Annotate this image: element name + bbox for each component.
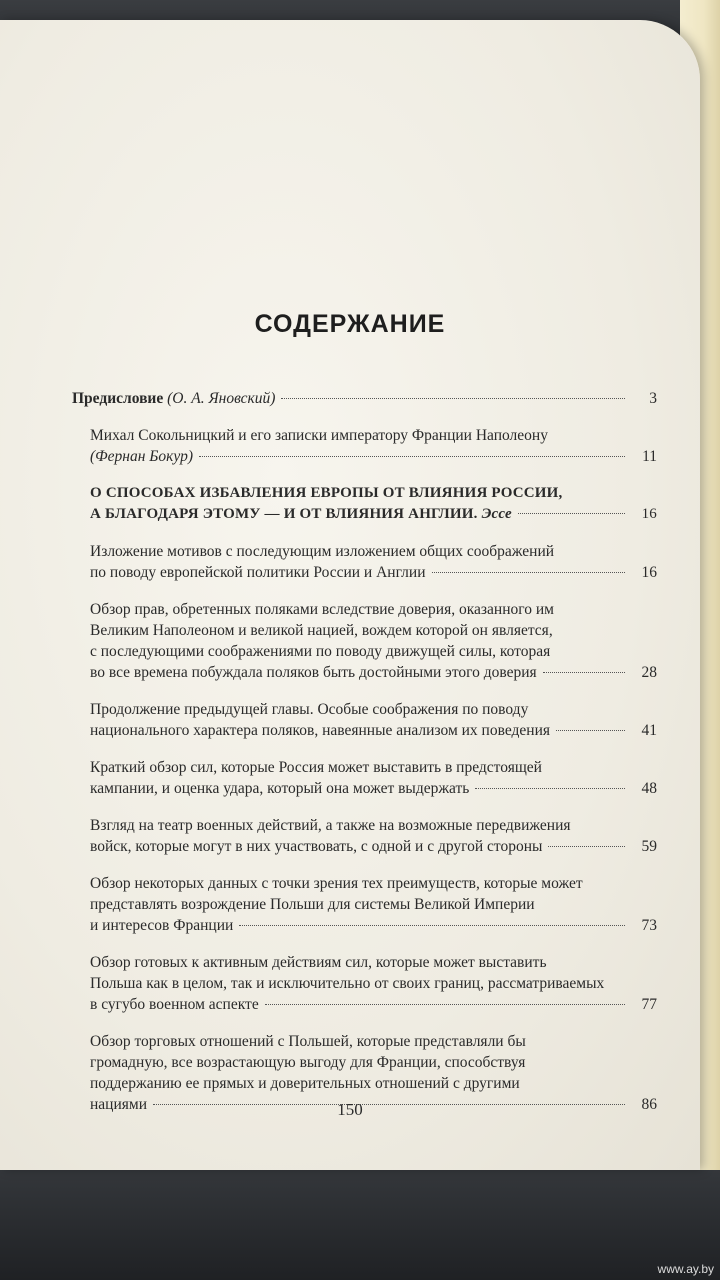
toc-entry-text: кампании, и оценка удара, который она может выдержать: [90, 780, 470, 797]
toc-entry-title: [90, 778, 469, 799]
leader-dots: [556, 730, 625, 731]
toc-entry-text: и интересов Франции: [90, 917, 234, 934]
toc-entry: [72, 599, 657, 683]
leader-dots: [475, 788, 625, 789]
toc-entry: [72, 541, 657, 583]
toc-page-number: 48: [641, 780, 657, 797]
toc-page-number: 73: [641, 917, 657, 934]
leader-dots: [432, 572, 626, 573]
toc-entry-title: [72, 388, 275, 409]
toc-entry-text: А БЛАГОДАРЯ ЭТОМУ — И ОТ ВЛИЯНИЯ АНГЛИИ.: [90, 506, 478, 522]
toc-entry-line: Краткий обзор сил, которые Россия может выставить в предстоящей: [90, 759, 542, 776]
leader-dots: [543, 672, 625, 673]
toc-entry-text: по поводу европейской политики России и Англии: [90, 564, 426, 581]
toc-page-number: 16: [641, 506, 657, 522]
toc-entry-text: нациями: [90, 1096, 147, 1113]
leader-dots: [199, 456, 625, 457]
toc-entry-text: войск, которые могут в них участвовать, с одной и с другой стороны: [90, 838, 543, 855]
toc-entry-line: Обзор готовых к активным действиям сил, которые может выставить: [90, 954, 547, 971]
toc-entry-author: (О. А. Яновский): [167, 390, 276, 407]
toc-entry-title: [90, 915, 233, 936]
leader-dots: [518, 513, 625, 514]
toc-entry-title: [90, 836, 542, 857]
toc-entry-line: поддержанию ее прямых и доверительных отношений с другими: [90, 1075, 520, 1092]
toc-page-number: 77: [641, 996, 657, 1013]
toc-entry-title: [90, 504, 512, 525]
page-number: 150: [337, 1100, 363, 1119]
leader-dots: [548, 846, 625, 847]
toc-entry-title: [90, 720, 550, 741]
toc-entry-line: Великим Наполеоном и великой нацией, вождем которой он является,: [90, 622, 553, 639]
book-page: [0, 20, 700, 1170]
toc-entry-text: национального характера поляков, навеянные анализом их поведения: [90, 722, 550, 739]
leader-dots: [239, 925, 625, 926]
toc-page-number: 16: [641, 564, 657, 581]
watermark: www.ay.by: [657, 1262, 714, 1276]
leader-dots: [265, 1004, 625, 1005]
toc-page-number: 86: [641, 1096, 657, 1113]
toc-entry-line: Изложение мотивов с последующим изложением общих соображений: [90, 543, 555, 560]
toc-entry-line: громадную, все возрастающую выгоду для Франции, способствуя: [90, 1054, 526, 1071]
toc-page-number: 3: [649, 390, 657, 407]
toc-entry-title: [90, 994, 259, 1015]
toc-entry-line: представлять возрождение Польши для системы Великой Империи: [90, 896, 535, 913]
toc-entry-line: Польша как в целом, так и исключительно от своих границ, рассматриваемых: [90, 975, 605, 992]
toc-page-number: 11: [642, 448, 657, 465]
toc-page-number: 59: [641, 838, 657, 855]
background-bottom: [0, 1170, 720, 1280]
toc-entry-author: (Фернан Бокур): [90, 448, 193, 465]
toc-entry-line: Обзор торговых отношений с Польшей, которые представляли бы: [90, 1033, 526, 1050]
toc-entry: [72, 483, 657, 525]
toc-entry-text: во все времена побуждала поляков быть достойными этого доверия: [90, 664, 537, 681]
leader-dots: [281, 398, 625, 399]
toc-entry-line: Михал Сокольницкий и его записки императору Франции Наполеону: [90, 427, 548, 444]
toc-entry: [72, 699, 657, 741]
toc-entry-text: Предисловие: [72, 390, 164, 407]
toc-entry-text: в сугубо военном аспекте: [90, 996, 259, 1013]
toc-entry-line: Взгляд на театр военных действий, а также на возможные передвижения: [90, 817, 571, 834]
toc-entry: [72, 388, 657, 409]
toc-entry: [72, 757, 657, 799]
toc-page-number: 41: [641, 722, 657, 739]
toc-entry-line: с последующими соображениями по поводу движущей силы, которая: [90, 643, 551, 660]
toc-heading: СОДЕРЖАНИЕ: [254, 310, 446, 338]
toc-page-number: 28: [641, 664, 657, 681]
toc-entry: [72, 873, 657, 936]
toc-entry-line: Обзор прав, обретенных поляками вследствие доверия, оказанного им: [90, 601, 554, 618]
toc-entry-title: [90, 446, 193, 467]
toc-entry: [72, 815, 657, 857]
toc-entry-line: О СПОСОБАХ ИЗБАВЛЕНИЯ ЕВРОПЫ ОТ ВЛИЯНИЯ РОССИИ,: [90, 485, 563, 501]
toc-entry-title: [90, 662, 537, 683]
toc-entry: [72, 952, 657, 1015]
toc-entry: [72, 425, 657, 467]
toc-entry-line: Продолжение предыдущей главы. Особые соображения по поводу: [90, 701, 529, 718]
toc-entry-line: Обзор некоторых данных с точки зрения тех преимуществ, которые может: [90, 875, 583, 892]
table-of-contents: [72, 388, 657, 1131]
toc-entry-author: Эссе: [481, 506, 512, 522]
toc-entry-title: [90, 562, 426, 583]
